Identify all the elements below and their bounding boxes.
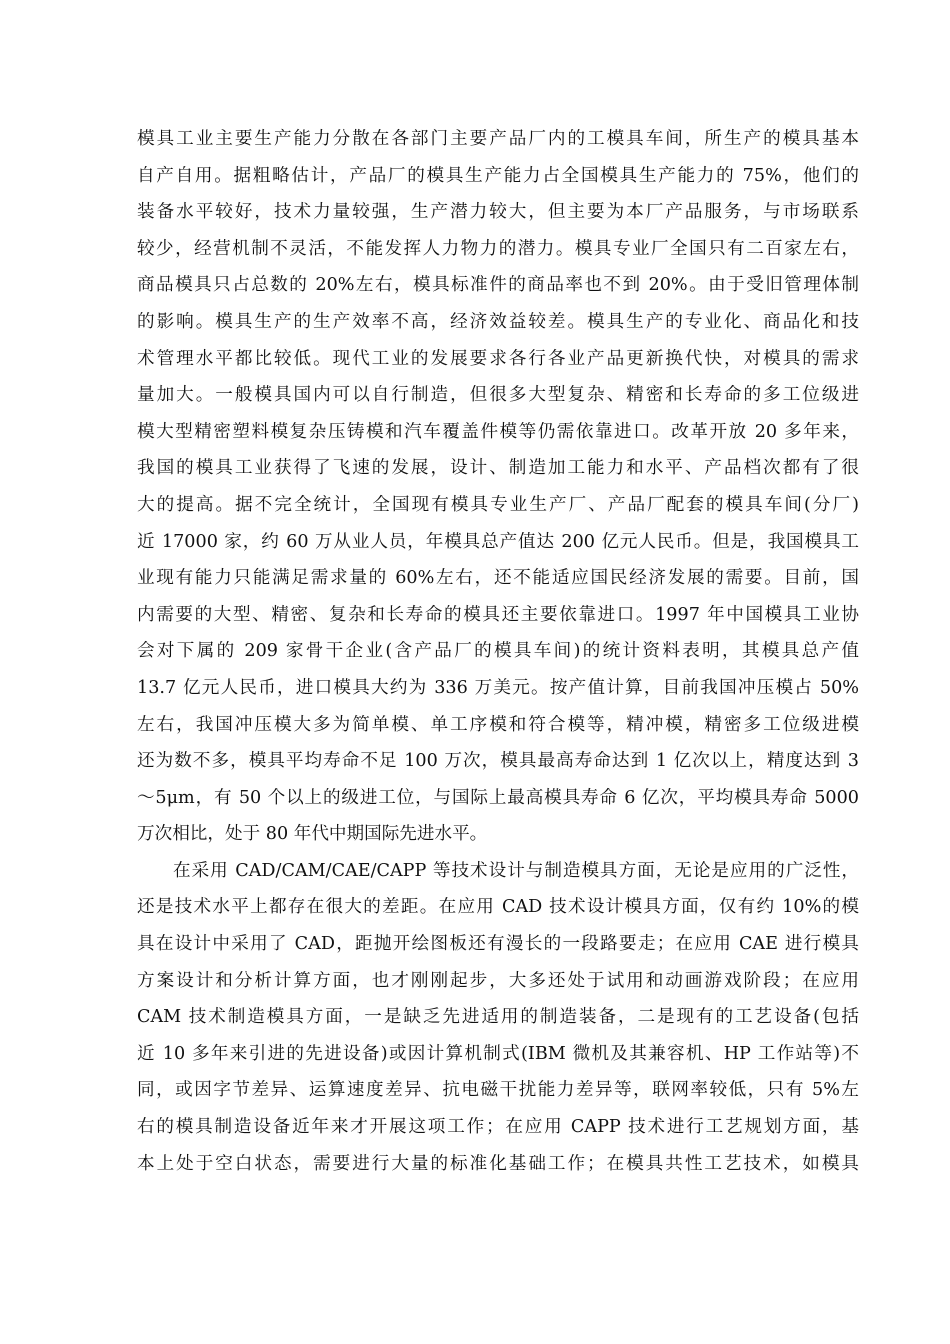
text-line: 具在设计中采用了 CAD，距抛开绘图板还有漫长的一段路要走；在应用 CAE 进行模具 — [137, 934, 859, 955]
text-line: 万次相比，处于 80 年代中期国际先进水平。 — [137, 824, 488, 845]
text-line: 内需要的大型、精密、复杂和长寿命的模具还主要依靠进口。1997 年中国模具工业协 — [137, 604, 859, 625]
text-line: 方案设计和分析计算方面，也才刚刚起步，大多还处于试用和动画游戏阶段；在应用 — [137, 970, 859, 991]
text-line: 我国的模具工业获得了飞速的发展，设计、制造加工能力和水平、产品档次都有了很 — [137, 458, 859, 479]
text-line: 13.7 亿元人民币，进口模具大约为 336 万美元。按产值计算，目前我国冲压模占 50% — [137, 677, 859, 698]
paragraph-2 — [137, 853, 859, 1182]
text-line: 业现有能力只能满足需求量的 60%左右，还不能适应国民经济发展的需要。目前，国 — [137, 568, 859, 589]
text-line: 量加大。一般模具国内可以自行制造，但很多大型复杂、精密和长寿命的多工位级进 — [137, 385, 859, 406]
text-line: CAM 技术制造模具方面，一是缺乏先进适用的制造装备，二是现有的工艺设备(包括 — [137, 1007, 859, 1028]
text-line: ～5μm，有 50 个以上的级进工位，与国际上最高模具寿命 6 亿次，平均模具寿命 5000 — [137, 787, 859, 808]
text-line: 大的提高。据不完全统计，全国现有模具专业生产厂、产品厂配套的模具车间(分厂) — [137, 494, 859, 515]
text-line: 较少，经营机制不灵活，不能发挥人力物力的潜力。模具专业厂全国只有二百家左右， — [137, 238, 859, 259]
text-line: 术管理水平都比较低。现代工业的发展要求各行各业产品更新换代快，对模具的需求 — [137, 348, 859, 369]
text-line: 模大型精密塑料模复杂压铸模和汽车覆盖件模等仍需依靠进口。改革开放 20 多年来， — [137, 421, 859, 442]
paragraph-1 — [137, 121, 859, 853]
text-line: 还是技术水平上都存在很大的差距。在应用 CAD 技术设计模具方面，仅有约 10%的模 — [137, 897, 859, 918]
text-line: 自产自用。据粗略估计，产品厂的模具生产能力占全国模具生产能力的 75%，他们的 — [137, 165, 859, 186]
text-line: 的影响。模具生产的生产效率不高，经济效益较差。模具生产的专业化、商品化和技 — [137, 311, 859, 332]
text-line: 左右，我国冲压模大多为简单模、单工序模和符合模等，精冲模，精密多工位级进模 — [137, 714, 859, 735]
text-line: 商品模具只占总数的 20%左右，模具标准件的商品率也不到 20%。由于受旧管理体制 — [137, 275, 859, 296]
text-line: 本上处于空白状态，需要进行大量的标准化基础工作；在模具共性工艺技术，如模具 — [137, 1153, 859, 1174]
text-line: 装备水平较好，技术力量较强，生产潜力较大，但主要为本厂产品服务，与市场联系 — [137, 202, 859, 223]
text-line: 近 17000 家，约 60 万从业人员，年模具总产值达 200 亿元人民币。但是，我国模具工 — [137, 531, 859, 552]
text-line: 模具工业主要生产能力分散在各部门主要产品厂内的工模具车间，所生产的模具基本 — [137, 129, 859, 149]
text-line: 还为数不多，模具平均寿命不足 100 万次，模具最高寿命达到 1 亿次以上，精度达到 3 — [137, 751, 859, 772]
text-line: 近 10 多年来引进的先进设备)或因计算机制式(IBM 微机及其兼容机、HP 工作站等)不 — [137, 1043, 859, 1064]
text-line: 右的模具制造设备近年来才开展这项工作；在应用 CAPP 技术进行工艺规划方面，基 — [137, 1117, 859, 1138]
text-line: 同，或因字节差异、运算速度差异、抗电磁干扰能力差异等，联网率较低，只有 5%左 — [137, 1080, 859, 1101]
body-text — [137, 121, 859, 1182]
text-line: 会对下属的 209 家骨干企业(含产品厂的模具车间)的统计资料表明，其模具总产值 — [137, 641, 859, 662]
text-line: 在采用 CAD/CAM/CAE/CAPP 等技术设计与制造模具方面，无论是应用的广泛性， — [173, 860, 859, 881]
